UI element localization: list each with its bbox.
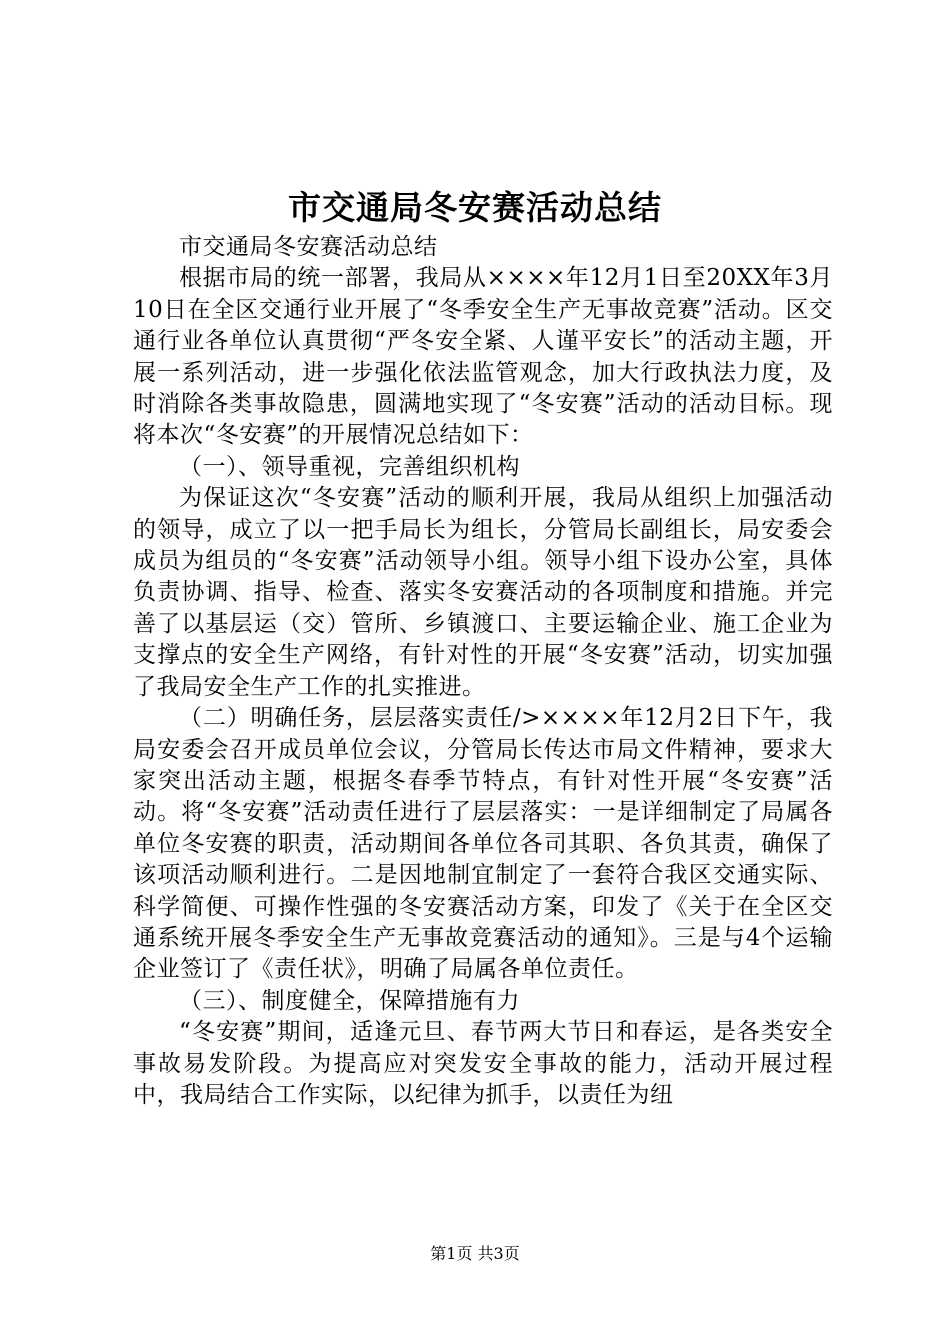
- section-heading-1: （一）、领导重视，完善组织机构: [179, 453, 520, 480]
- paragraph-section-3: “冬安赛”期间，适逢元旦、春节两大节日和春运，是各类安全事故易发阶段。为提高应对突发安全事故的能力，活动开展过程中，我局结合工作实际，以纪律为抓手，以责任为纽: [133, 1019, 833, 1108]
- paragraph-section-2: （二）明确任务，层层落实责任/>××××年12月2日下午，我局安委会召开成员单位会议，分管局长传达市局文件精神，要求大家突出活动主题，根据冬春季节特点，有针对性开展“冬安赛”活动。将“冬安赛”活动责任进行了层层落实：一是详细制定了局属各单位冬安赛的职责，活动期间各单位各司其职、各负其责，确保了该项活动顺利进行。二是因地制宜制定了一套符合我区交通实际、科学简便、可操作性强的冬安赛活动方案，印发了《关于在全区交通系统开展冬季安全生产无事故竞赛活动的通知》。三是与4个运输企业签订了《责任状》，明确了局属各单位责任。: [133, 705, 833, 983]
- document-title: 市交通局冬安赛活动总结: [288, 188, 662, 227]
- paragraph-section-1: 为保证这次“冬安赛”活动的顺利开展，我局从组织上加强活动的领导，成立了以一把手局长为组长，分管局长副组长，局安委会成员为组员的“冬安赛”活动领导小组。领导小组下设办公室，具体负责协调、指导、检查、落实冬安赛活动的各项制度和措施。并完善了以基层运（交）管所、乡镇渡口、主要运输企业、施工企业为支撑点的安全生产网络，有针对性的开展“冬安赛”活动，切实加强了我局安全生产工作的扎实推进。: [133, 485, 833, 700]
- page-number: 第1页 共3页: [430, 1244, 520, 1263]
- paragraph-intro: 根据市局的统一部署，我局从××××年12月1日至20XX年3月10日在全区交通行业开展了“冬季安全生产无事故竞赛”活动。区交通行业各单位认真贯彻“严冬安全紧、人谨平安长”的活动主题，开展一系列活动，进一步强化依法监管观念，加大行政执法力度，及时消除各类事故隐患，圆满地实现了“冬安赛”活动的活动目标。现将本次“冬安赛”的开展情况总结如下：: [133, 265, 833, 449]
- document-body: [133, 232, 833, 1111]
- section-heading-3: （三）、制度健全，保障措施有力: [179, 987, 520, 1014]
- paragraph-subtitle: 市交通局冬安赛活动总结: [179, 234, 438, 260]
